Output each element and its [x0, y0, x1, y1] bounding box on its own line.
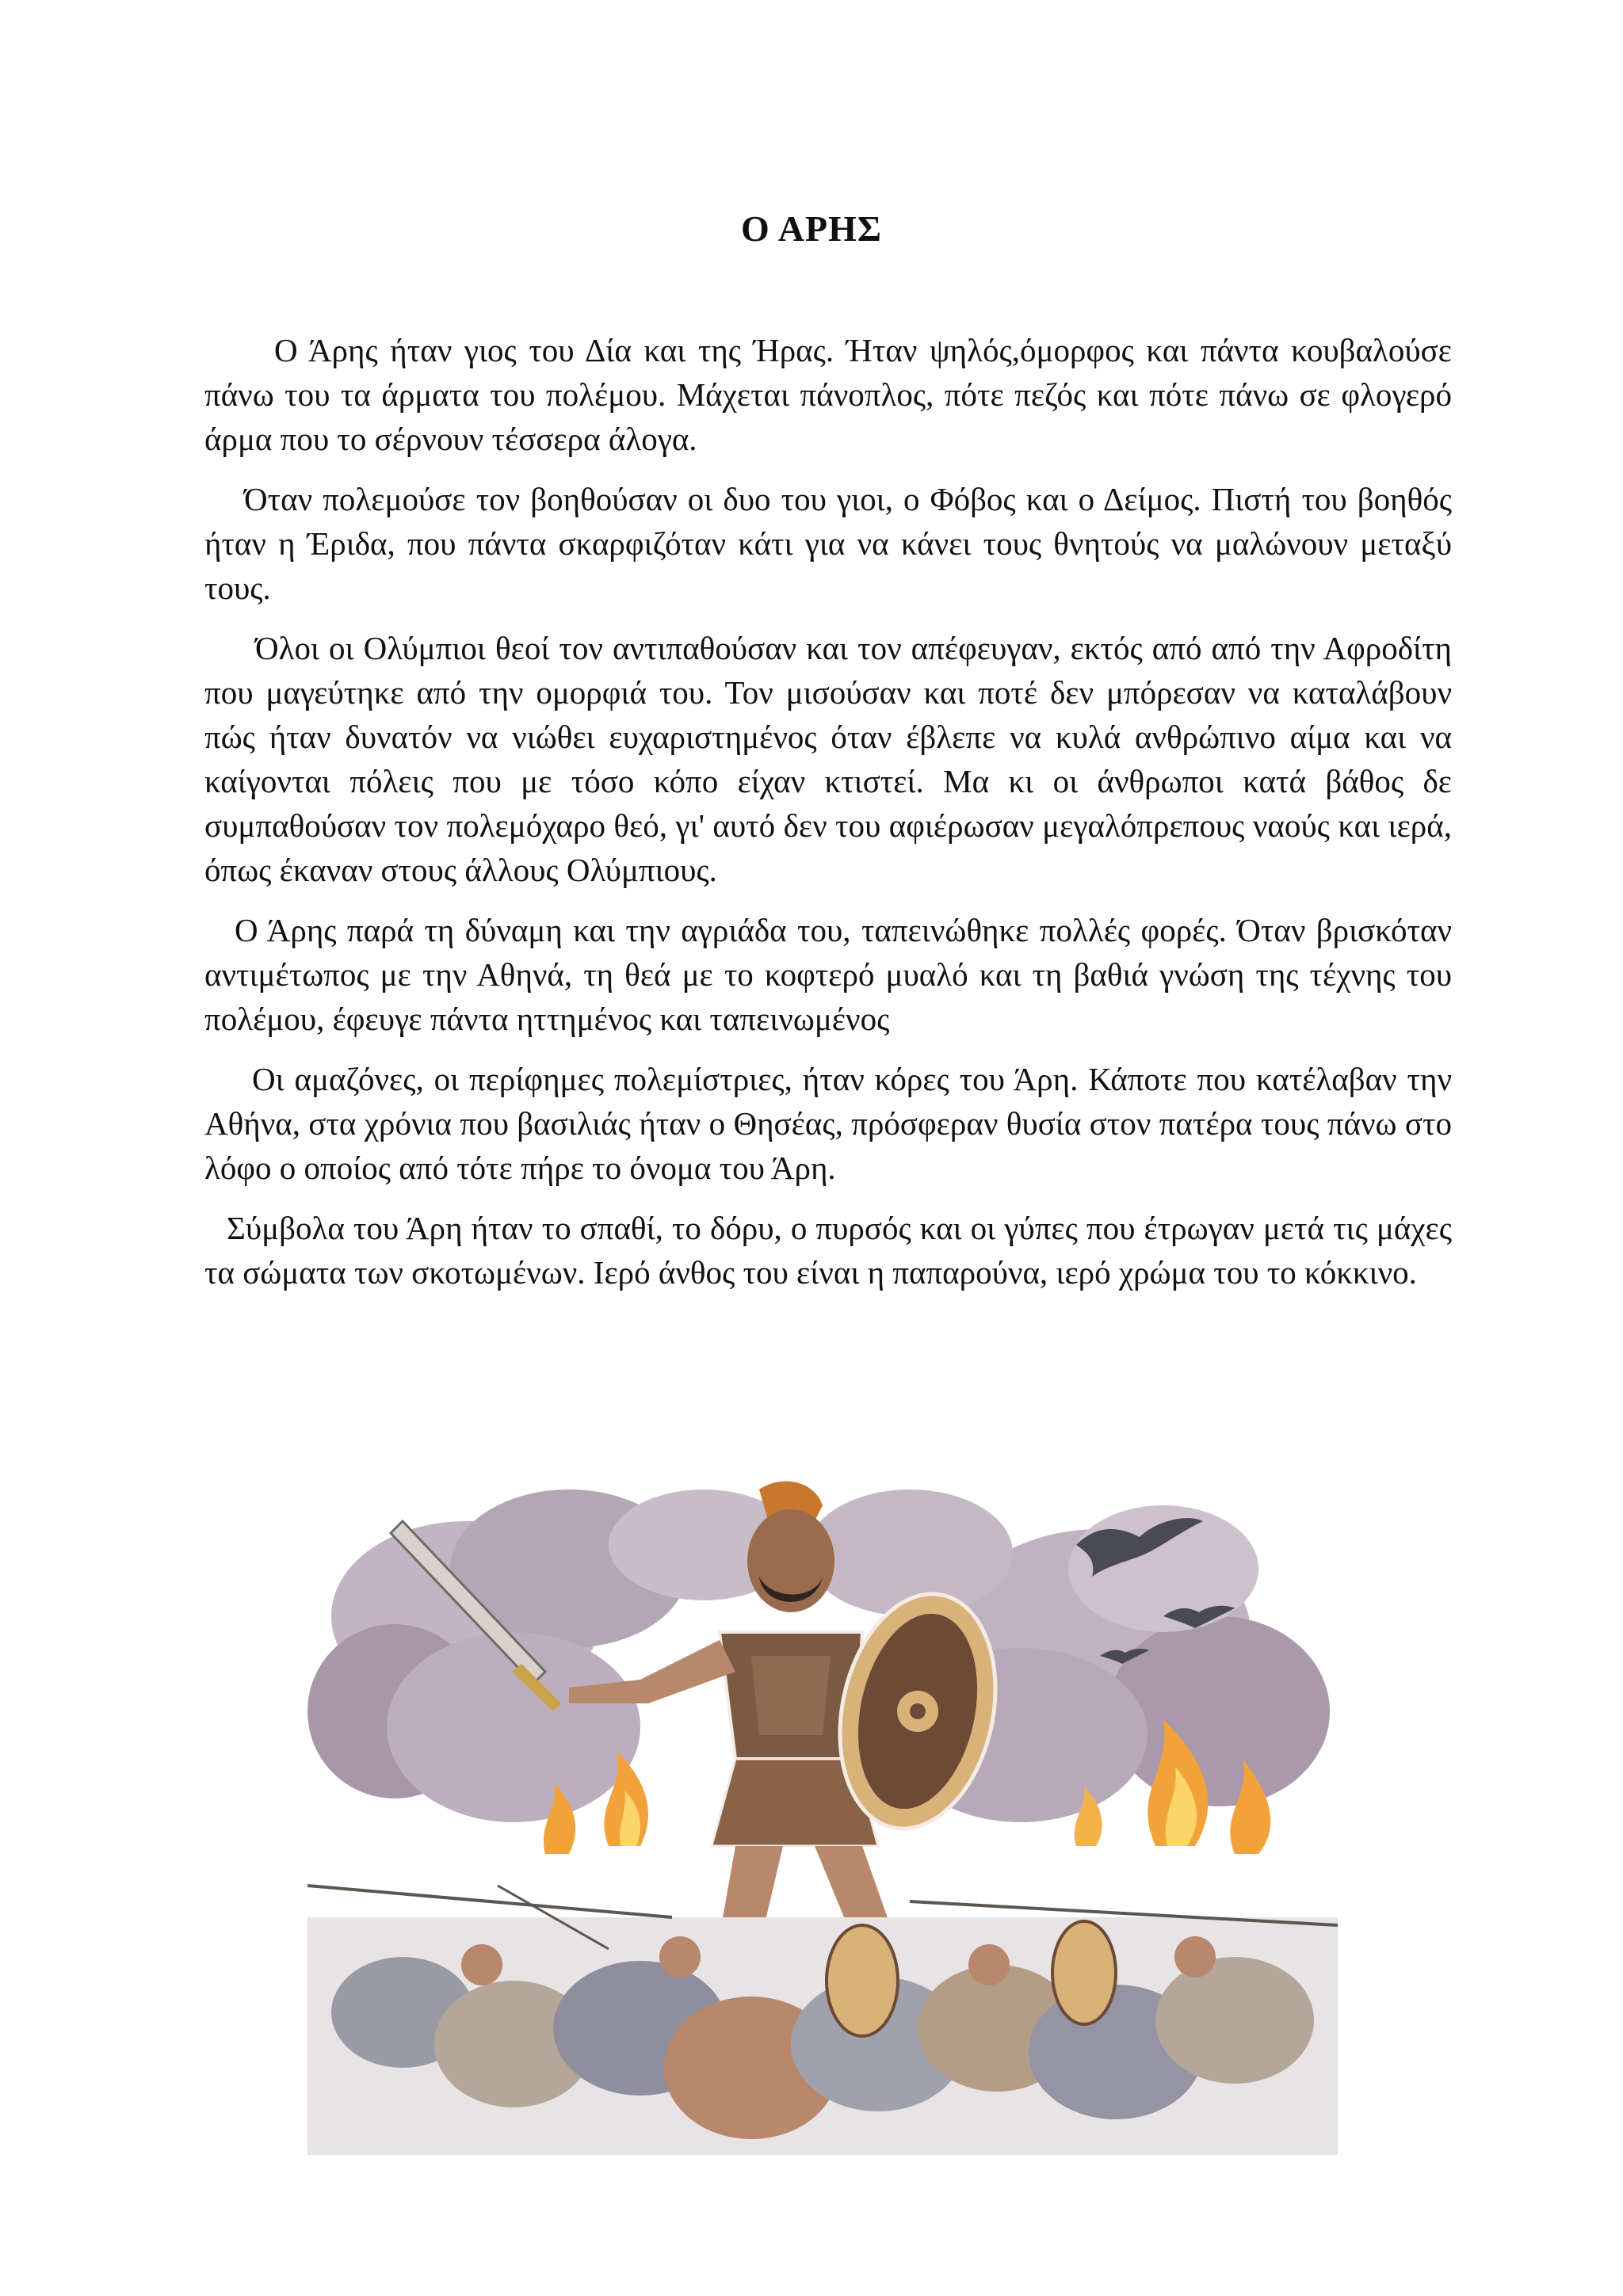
- body-text: [204, 328, 1452, 1310]
- paragraph-4: Ο Άρης παρά τη δύναμη και την αγριάδα του, ταπεινώθηκε πολλές φορές. Όταν βρισκόταν αντιμέτωπος με την Αθηνά, τη θεά με το κοφτερό μυαλό και τη βαθιά γνώση της τέχνης του πολέμου, έφευγε πάντα ηττημένος και ταπεινωμένος: [204, 912, 1452, 1037]
- page-title: Ο ΑΡΗΣ: [741, 208, 882, 249]
- paragraph-5: Οι αμαζόνες, οι περίφημες πολεμίστριες, ήταν κόρες του Άρη. Κάποτε που κατέλαβαν την Αθήνα, στα χρόνια που βασιλιάς ήταν ο Θησέας, πρόσφεραν θυσία στον πατέρα τους πάνω στο λόφο ο οποίος από τότε πήρε το όνομα του Άρη.: [204, 1061, 1452, 1186]
- paragraph-2: Όταν πολεμούσε τον βοηθούσαν οι δυο του γιοι, ο Φόβος και ο Δείμος. Πιστή του βοηθός ήταν η Έριδα, που πάντα σκαρφιζόταν κάτι για να κάνει τους θνητούς να μαλώνουν μεταξύ τους.: [204, 481, 1452, 606]
- ares-illustration-svg: [307, 1474, 1338, 2171]
- ares-battle-illustration: [307, 1474, 1338, 2171]
- paragraph-3: Όλοι οι Ολύμπιοι θεοί τον αντιπαθούσαν και τον απέφευγαν, εκτός από από την Αφροδίτη που μαγεύτηκε από την ομορφιά του. Τον μισούσαν και ποτέ δεν μπόρεσαν να καταλάβουν πώς ήταν δυνατόν να νιώθει ευχαριστημένος όταν έβλεπε να κυλά ανθρώπινο αίμα και να καίγονται πόλεις που με τόσο κόπο είχαν κτιστεί. Μα κι οι άνθρωποι κατά βάθος δε συμπαθούσαν τον πολεμόχαρο θεό, γι' αυτό δεν του αφιέρωσαν μεγαλόπρεπους ναούς και ιερά, όπως έκαναν στους άλλους Ολύμπιους.: [204, 630, 1452, 888]
- battle-crowd: [307, 1886, 1338, 2155]
- paragraph-6: Σύμβολα του Άρη ήταν το σπαθί, το δόρυ, ο πυρσός και οι γύπες που έτρωγαν μετά τις μάχες τα σώματα των σκοτωμένων. Ιερό άνθος του είναι η παπαρούνα, ιερό χρώμα του το κόκκινο.: [204, 1210, 1452, 1291]
- paragraph-1: Ο Άρης ήταν γιος του Δία και της Ήρας. Ήταν ψηλός,όμορφος και πάντα κουβαλούσε πάνω του τα άρματα του πολέμου. Μάχεται πάνοπλος, πότε πεζός και πότε πάνω σε φλογερό άρμα που το σέρνουν τέσσερα άλογα.: [204, 332, 1452, 457]
